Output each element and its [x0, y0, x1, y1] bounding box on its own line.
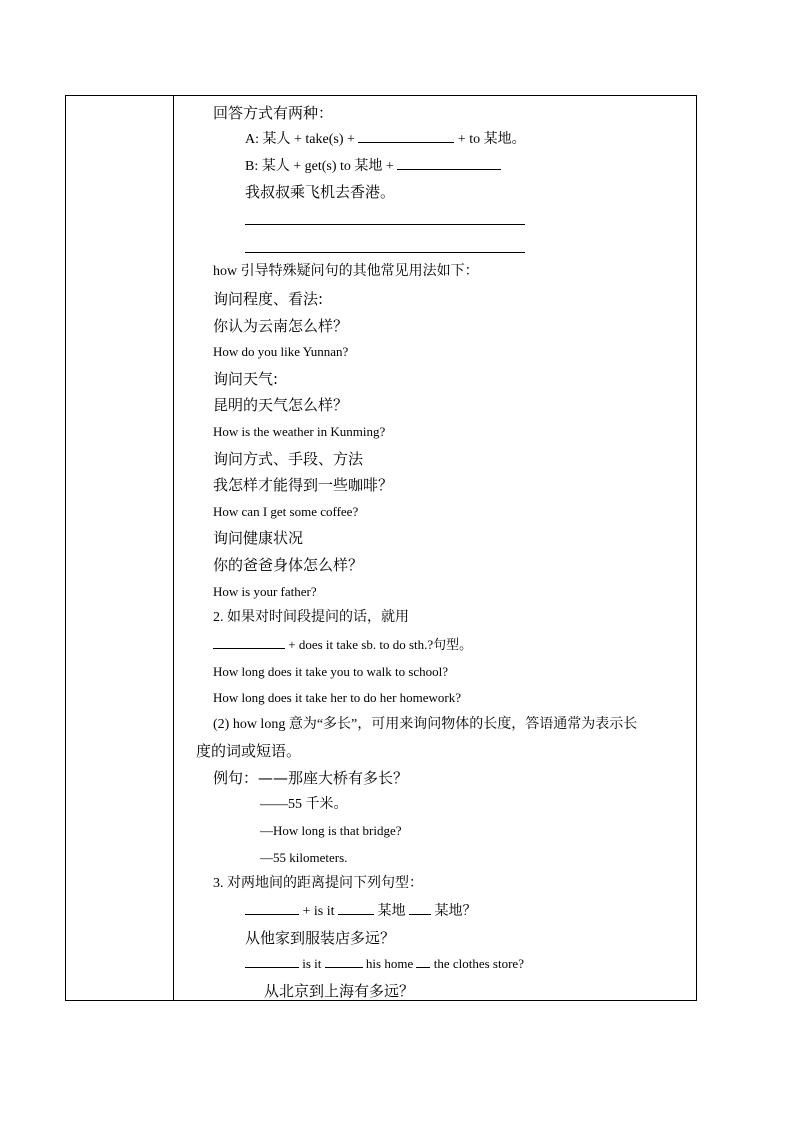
answer-line — [245, 224, 525, 225]
text-line: 度的词或短语。 — [196, 742, 302, 760]
text-line: How is the weather in Kunming? — [213, 424, 386, 439]
text-line: How long does it take her to do her homework? — [213, 690, 462, 705]
text-line: 2. 如果对时间段提问的话，就用 — [213, 610, 409, 625]
option-b-start: B: 某人 + get(s) to 某地 + — [245, 159, 394, 174]
fill-blank — [325, 954, 363, 968]
text-line: 昆明的天气怎么样？ — [213, 396, 349, 414]
fill-blank — [213, 635, 285, 649]
option-a-start: A: 某人 + take(s) + — [245, 132, 355, 147]
answer-line — [245, 252, 525, 253]
text-line: 例句：——那座大桥有多长？ — [213, 769, 409, 787]
table-content-cell — [174, 96, 696, 1000]
text-line: 我叔叔乘飞机去香港。 — [245, 183, 396, 201]
option-a-end: + to 某地。 — [457, 132, 526, 147]
text-line: —55 kilometers. — [260, 850, 348, 865]
text-line: How do you like Yunnan? — [213, 344, 349, 359]
fill-blank — [338, 901, 374, 915]
fill-blank — [245, 954, 299, 968]
text-line: 从他家到服装店多远？ — [245, 929, 396, 947]
text-line: (2) how long 意为“多长”，可用来询问物体的长度，答语通常为表示长 — [213, 717, 638, 732]
text-line: 从北京到上海有多远？ — [264, 982, 415, 1000]
text-span: + does it take sb. to do sth.?句型。 — [288, 637, 473, 652]
text-line — [245, 954, 524, 974]
text-line: 询问程度、看法: — [213, 290, 324, 308]
fill-blank — [245, 901, 299, 915]
fill-blank — [397, 156, 501, 170]
text-line — [213, 635, 472, 655]
fill-blank — [358, 129, 454, 143]
fill-blank — [409, 901, 431, 915]
text-line: 询问健康状况 — [213, 529, 304, 547]
text-line: 回答方式有两种： — [213, 104, 334, 122]
text-span: the clothes store? — [433, 956, 524, 971]
text-line — [245, 901, 477, 922]
text-line: how 引导特殊疑问句的其他常见用法如下： — [213, 264, 479, 279]
text-span: + is it — [302, 904, 335, 919]
text-line: ——55 千米。 — [260, 797, 348, 812]
text-line: How long does it take you to walk to school? — [213, 664, 449, 679]
table-left-column — [66, 96, 174, 1000]
text-line: —How long is that bridge? — [260, 823, 402, 838]
fill-blank — [416, 954, 430, 968]
text-line: 你的爸爸身体怎么样？ — [213, 556, 364, 574]
text-line: How can I get some coffee? — [213, 504, 359, 519]
text-line: How is your father? — [213, 584, 317, 599]
text-line: 询问方式、手段、方法 — [213, 450, 364, 468]
text-span: 某地 — [377, 904, 406, 919]
text-span: is it — [302, 956, 322, 971]
text-span: 某地？ — [434, 904, 477, 919]
text-line: 你认为云南怎么样？ — [213, 317, 349, 335]
text-span: his home — [365, 956, 414, 971]
text-line-option-a — [245, 129, 526, 150]
text-line: 3. 对两地间的距离提问下列句型： — [213, 876, 423, 891]
document-table — [65, 95, 697, 1001]
text-line: 询问天气: — [213, 370, 279, 388]
text-line: 我怎样才能得到一些咖啡？ — [213, 476, 394, 494]
text-line-option-b — [245, 156, 501, 177]
